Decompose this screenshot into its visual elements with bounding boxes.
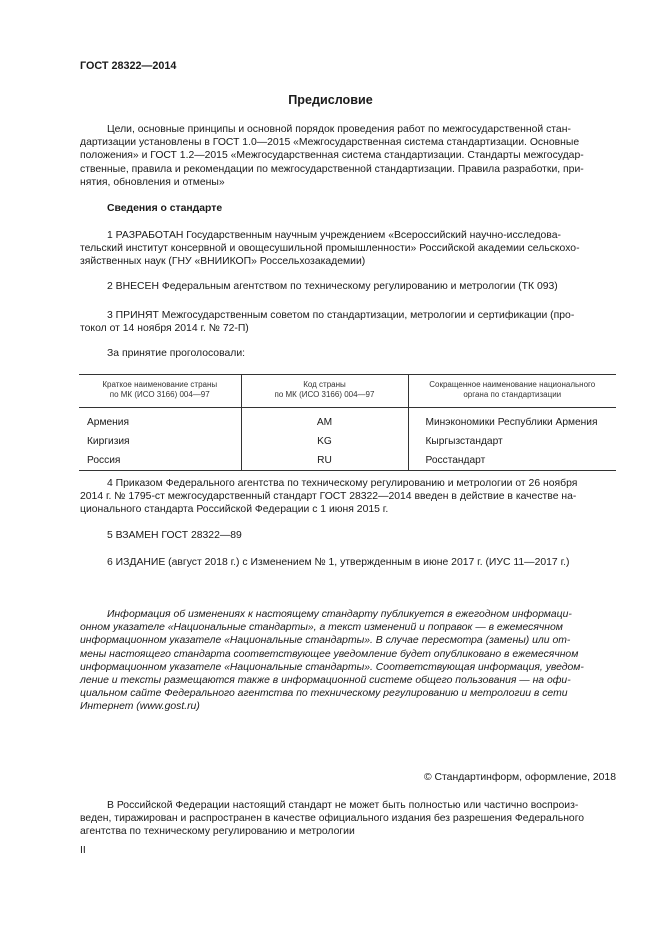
voted-label: За принятие проголосовали:: [107, 348, 246, 359]
table-header-row: [79, 375, 616, 408]
standards-body-cell: Росстандарт: [408, 451, 616, 471]
intro-paragraph: [80, 123, 616, 189]
standards-body-cell: Минэкономики Республики Армения: [408, 408, 616, 433]
country-name-cell: Россия: [79, 451, 241, 471]
notice-paragraph: [80, 608, 616, 714]
notice-line: онном указателе «Национальные стандарты», а текст изменений и поправок — в ежемесячном: [80, 622, 563, 634]
item-4-line: 4 Приказом Федерального агентства по техническому регулированию и метрологии от 26 ноября: [107, 478, 578, 489]
country-name-cell: Армения: [87, 417, 129, 428]
notice-line: Интернет (www.gost.ru): [80, 701, 200, 713]
votes-table: [79, 374, 616, 471]
page-number: II: [80, 845, 86, 856]
notice-line: ление и тексты размещаются также в информационной системе общего пользования — на офи-: [80, 675, 571, 687]
rights-line: В Российской Федерации настоящий стандарт не может быть полностью или частично воспроиз-: [107, 800, 579, 811]
page-title: Предисловие: [288, 93, 373, 107]
item-3-line: 3 ПРИНЯТ Межгосударственным советом по стандартизации, метрологии и сертификации (про-: [107, 310, 575, 321]
copyright-line: © Стандартинформ, оформление, 2018: [423, 772, 616, 783]
country-code-cell: AM: [241, 408, 408, 433]
table-row: [79, 451, 616, 471]
standards-body-cell: Кыргызстандарт: [408, 432, 616, 451]
notice-line: мены настоящего стандарта соответствующее уведомление будет опубликовано в ежемесячном: [80, 648, 579, 660]
header-country-name: Краткое наименование страны по МК (ИСО 3166) 004—97: [79, 375, 241, 408]
rights-paragraph: [80, 799, 616, 839]
header-country-code: Код страны по МК (ИСО 3166) 004—97: [241, 375, 408, 408]
document-code-header: ГОСТ 28322—2014: [80, 60, 177, 72]
intro-line: положения» и ГОСТ 1.2—2015 «Межгосударственная система стандартизации. Стандарты межгосудар-: [80, 150, 584, 162]
item-6-paragraph: 6 ИЗДАНИЕ (август 2018 г.) с Изменением № 1, утвержденным в июне 2017 г. (ИУС 11—2017 г.): [107, 557, 570, 568]
item-3-line: токол от 14 ноября 2014 г. № 72-П): [80, 323, 249, 335]
item-1-line: зяйственных наук (ГНУ «ВНИИКОП» Россельхозакадемии): [80, 256, 366, 268]
rights-line: веден, тиражирован и распространен в качестве официального издания без разрешения Федерального: [80, 813, 585, 825]
item-4-line: ционального стандарта Российской Федерации с 1 июня 2015 г.: [80, 504, 389, 516]
header-standards-body: Сокращенное наименование национального органа по стандартизации: [408, 375, 616, 408]
notice-line: информационном указателе «Национальные стандарты». В случае пересмотра (замены) или от-: [80, 635, 571, 647]
intro-line: ственные, правила и рекомендации по межгосударственной стандартизации. Правила разработки, при-: [80, 163, 584, 175]
item-1-line: 1 РАЗРАБОТАН Государственным научным учреждением «Всероссийский научно-исследова-: [107, 230, 561, 241]
notice-line: информационном указателе «Национальные стандарты». Соответствующая информация, уведом-: [80, 661, 584, 673]
item-4-line: 2014 г. № 1795-ст межгосударственный стандарт ГОСТ 28322—2014 введен в действие в качестве на-: [80, 491, 577, 503]
item-3-paragraph: [80, 309, 616, 335]
country-code-cell: RU: [241, 451, 408, 471]
table-row: [79, 432, 616, 451]
country-code-cell: KG: [241, 432, 408, 451]
item-1-paragraph: [80, 229, 616, 269]
rights-line: агентства по техническому регулированию и метрологии: [80, 826, 355, 838]
item-1-line: тельский институт консервной и овощесушильной промышленности» Российской академии сельскохо-: [80, 243, 580, 255]
notice-line: Информация об изменениях к настоящему стандарту публикуется в ежегодном информаци-: [107, 609, 572, 620]
item-4-paragraph: [80, 477, 616, 517]
intro-line: Цели, основные принципы и основной порядок проведения работ по межгосударственной стан-: [107, 124, 571, 135]
intro-line: дартизации установлены в ГОСТ 1.0—2015 «Межгосударственная система стандартизации. Основные: [80, 137, 580, 149]
item-5-paragraph: 5 ВЗАМЕН ГОСТ 28322—89: [107, 530, 242, 541]
notice-line: циальном сайте Федерального агентства по техническому регулированию и метрологии в сети: [80, 688, 568, 700]
item-2-paragraph: 2 ВНЕСЕН Федеральным агентством по техническому регулированию и метрологии (ТК 093): [107, 281, 558, 292]
intro-line: нятия, обновления и отмены»: [80, 176, 225, 188]
table-row: [79, 408, 616, 433]
country-name-cell: Киргизия: [87, 436, 130, 447]
info-heading: Сведения о стандарте: [107, 203, 223, 214]
